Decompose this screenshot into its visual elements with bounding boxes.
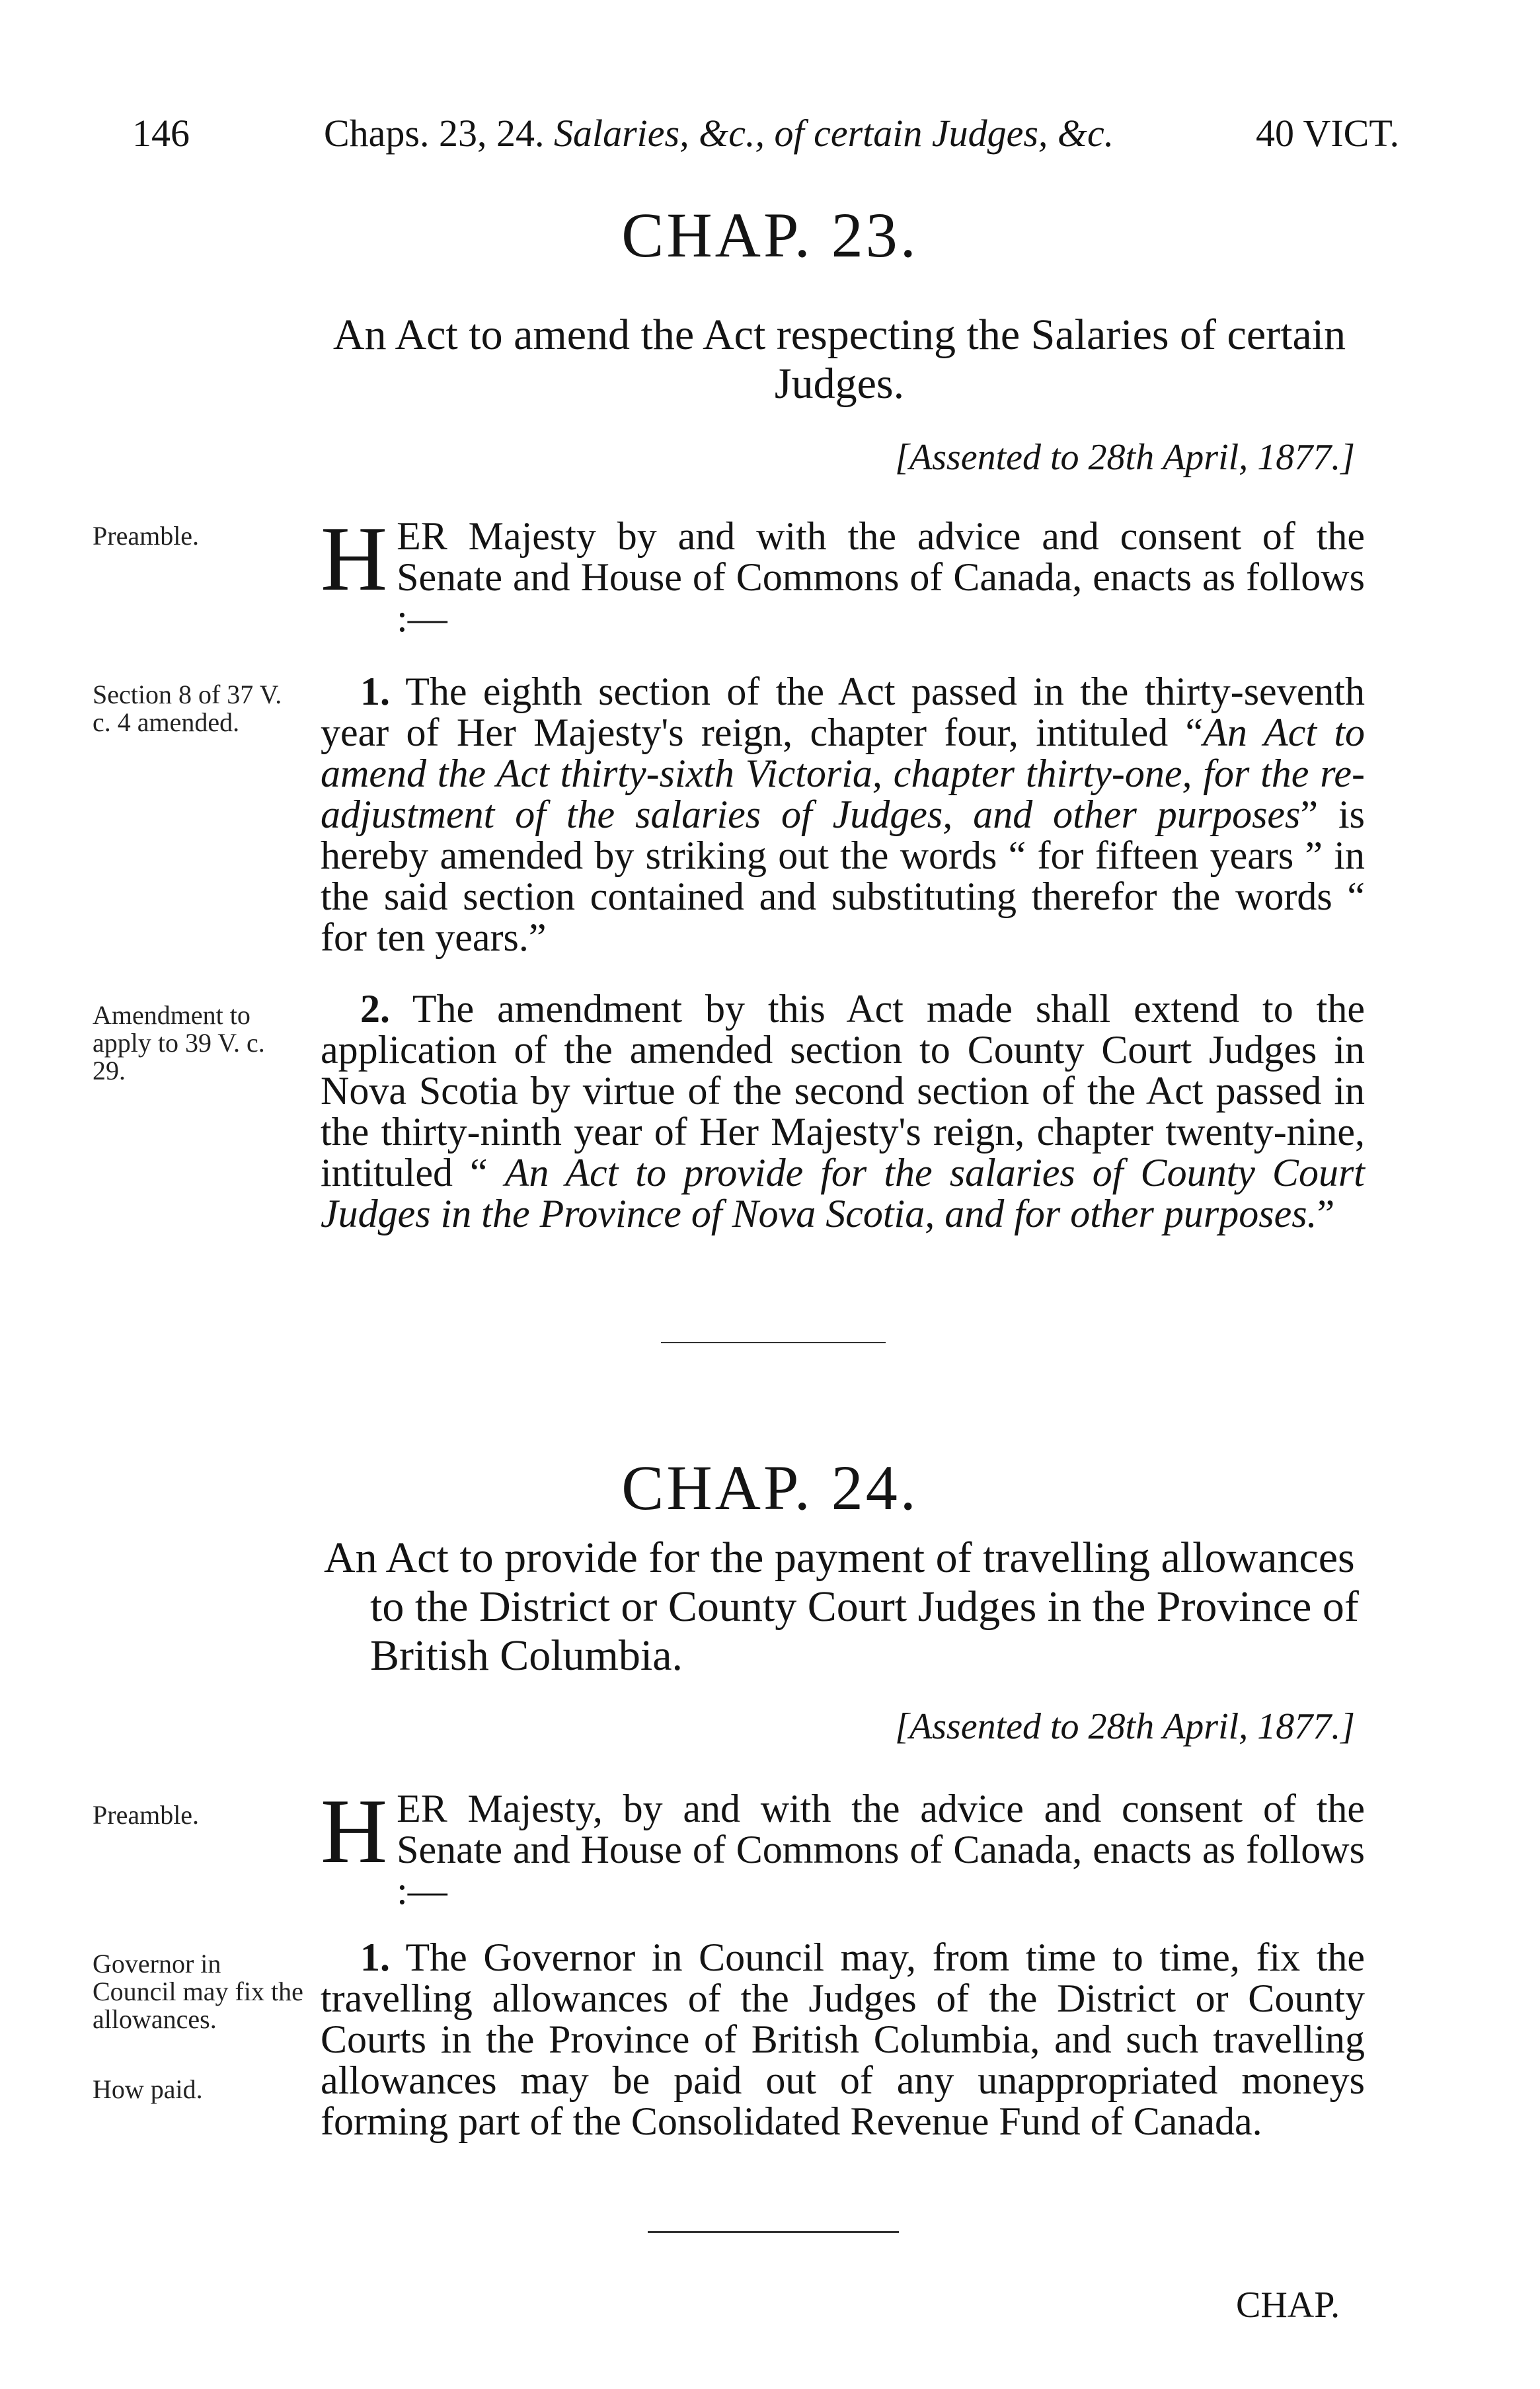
chapter-24-preamble-note: Preamble. xyxy=(93,1800,200,1830)
section-text: The eighth section of the Act passed in the thirty-seventh year of Her Majesty's reign, chapter four, intituled “ xyxy=(321,670,1365,754)
section-number: 2. xyxy=(360,987,390,1031)
chapter-24-section-1-note: Governor in Council may fix the allowances. xyxy=(93,1949,303,2034)
preamble-text: ER Majesty, by and with the advice and consent of the Senate and House of Commons of Canada, enacts as follows :— xyxy=(397,1787,1365,1912)
dropcap: H xyxy=(321,1780,388,1883)
catchword: CHAP. xyxy=(1236,2285,1340,2326)
chapter-24-assent: [Assented to 28th April, 1877.] xyxy=(895,1706,1355,1747)
chapter-23-section-1 xyxy=(321,671,1365,958)
chapter-24-preamble xyxy=(321,1780,1365,1912)
chapter-24-section-1 xyxy=(321,1937,1365,2142)
regnal-year: 40 VICT. xyxy=(1256,112,1399,155)
section-act-title: An Act to amend the Act thirty-sixth Victoria, chapter thirty-one, for the re-adjustment of the salaries of Judges, and other purposes xyxy=(321,711,1365,836)
chapter-23-section-2 xyxy=(321,988,1365,1234)
section-act-title: An Act to provide for the salaries of County Court Judges in the Province of Nova Scotia, and for other purposes. xyxy=(321,1151,1365,1235)
section-text: The amendment by this Act made shall extend to the application of the amended section to County Court Judges in Nova Scotia by virtue of the second section of the Act passed in the thirty-ninth year of Her Majesty's reign, chapter twenty-nine, intituled “ xyxy=(321,987,1365,1194)
chapter-23-title: An Act to amend the Act respecting the Salaries of certain Judges. xyxy=(332,311,1346,408)
page-number: 146 xyxy=(132,112,190,155)
running-title-subject: Salaries, &c., of certain Judges, &c. xyxy=(554,112,1114,155)
chapter-23-section-2-note: Amendment to apply to 39 V. c. 29. xyxy=(93,1000,265,1085)
running-title xyxy=(324,111,1114,155)
section-text-continued: ” xyxy=(1317,1192,1335,1235)
chapter-24-title: An Act to provide for the payment of travelling allowances to the District or County Court Judges in the Province of British Columbia. xyxy=(324,1534,1359,1680)
chapter-23-section-1-note: Section 8 of 37 V. c. 4 amended. xyxy=(93,680,282,737)
preamble-text: ER Majesty by and with the advice and consent of the Senate and House of Commons of Canada, enacts as follows :— xyxy=(397,514,1365,640)
running-title-chapters: Chaps. 23, 24. xyxy=(324,112,545,155)
chapter-23-heading: CHAP. 23. xyxy=(621,200,919,270)
dropcap: H xyxy=(321,508,388,610)
divider xyxy=(648,2231,899,2233)
running-header xyxy=(0,111,1540,184)
chapter-23-assent: [Assented to 28th April, 1877.] xyxy=(895,437,1355,478)
chapter-24-heading: CHAP. 24. xyxy=(621,1452,919,1523)
divider xyxy=(661,1342,886,1343)
section-text-continued: ” is hereby amended by striking out the words “ for fifteen years ” in the said section contained and substituting therefor the words “ for ten years.” xyxy=(321,793,1366,959)
chapter-24-section-1-how-paid-note: How paid. xyxy=(93,2074,203,2104)
chapter-23-preamble-note: Preamble. xyxy=(93,521,200,551)
chapter-23-preamble xyxy=(321,508,1365,640)
section-number: 1. xyxy=(360,1936,390,1979)
section-text: The Governor in Council may, from time to time, fix the travelling allowances of the Judges of the District or County Courts in the Province of British Columbia, and such travelling allowances may be paid out of any unappropriated moneys forming part of the Consolidated Revenue Fund of Canada. xyxy=(321,1936,1365,2143)
section-number: 1. xyxy=(360,670,390,713)
